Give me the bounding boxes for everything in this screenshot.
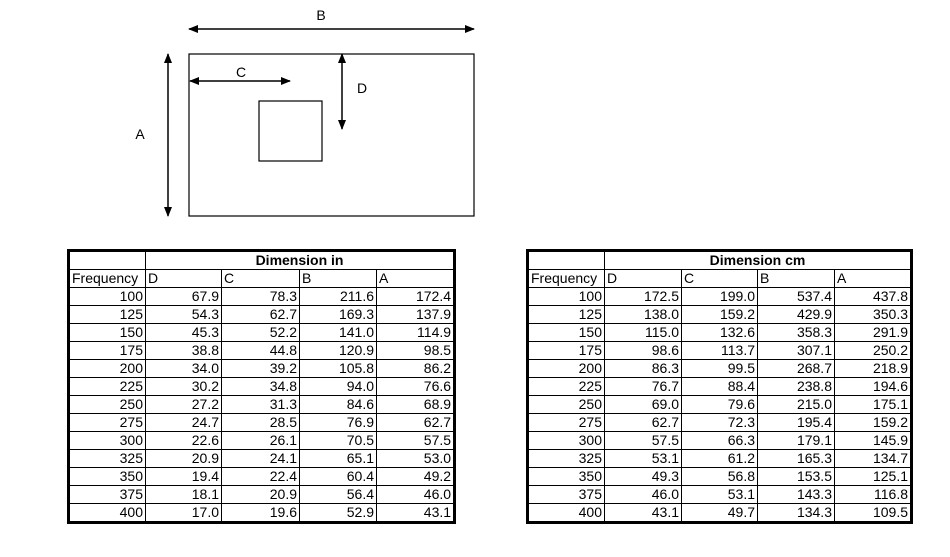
- table-row: [69, 360, 455, 378]
- value-cell: 39.2: [222, 360, 300, 378]
- value-cell: 437.8: [835, 288, 912, 306]
- column-header: C: [222, 270, 300, 288]
- value-cell: 159.2: [682, 306, 758, 324]
- value-cell: 31.3: [222, 396, 300, 414]
- frequency-cell: 100: [528, 288, 605, 306]
- value-cell: 268.7: [758, 360, 835, 378]
- value-cell: 429.9: [758, 306, 835, 324]
- outer-rectangle: [189, 54, 474, 216]
- value-cell: 20.9: [222, 486, 300, 504]
- value-cell: 27.2: [146, 396, 222, 414]
- value-cell: 26.1: [222, 432, 300, 450]
- value-cell: 67.9: [146, 288, 222, 306]
- column-header: B: [300, 270, 377, 288]
- value-cell: 54.3: [146, 306, 222, 324]
- value-cell: 153.5: [758, 468, 835, 486]
- value-cell: 62.7: [605, 414, 682, 432]
- value-cell: 53.1: [682, 486, 758, 504]
- dimension-in-table: [67, 249, 456, 524]
- value-cell: 34.8: [222, 378, 300, 396]
- table-row: [69, 432, 455, 450]
- value-cell: 211.6: [300, 288, 377, 306]
- value-cell: 238.8: [758, 378, 835, 396]
- table-row: [69, 378, 455, 396]
- column-header: D: [605, 270, 682, 288]
- value-cell: 195.4: [758, 414, 835, 432]
- table-row: [528, 342, 912, 360]
- value-cell: 138.0: [605, 306, 682, 324]
- value-cell: 194.6: [835, 378, 912, 396]
- table-row: [528, 378, 912, 396]
- value-cell: 109.5: [835, 504, 912, 523]
- value-cell: 250.2: [835, 342, 912, 360]
- value-cell: 46.0: [377, 486, 455, 504]
- value-cell: 141.0: [300, 324, 377, 342]
- table-row: [528, 450, 912, 468]
- value-cell: 24.7: [146, 414, 222, 432]
- value-cell: 120.9: [300, 342, 377, 360]
- frequency-cell: 200: [69, 360, 146, 378]
- dimension-d-label: D: [356, 80, 368, 96]
- frequency-cell: 225: [69, 378, 146, 396]
- value-cell: 114.9: [377, 324, 455, 342]
- value-cell: 116.8: [835, 486, 912, 504]
- value-cell: 145.9: [835, 432, 912, 450]
- frequency-cell: 250: [69, 396, 146, 414]
- column-header: Frequency: [69, 270, 146, 288]
- table-row: [528, 360, 912, 378]
- dimension-diagram: [0, 0, 950, 240]
- value-cell: 137.9: [377, 306, 455, 324]
- table-title-spacer: [69, 251, 146, 270]
- value-cell: 88.4: [682, 378, 758, 396]
- dimension-cm-table: [526, 249, 913, 524]
- frequency-cell: 275: [528, 414, 605, 432]
- value-cell: 62.7: [222, 306, 300, 324]
- value-cell: 134.3: [758, 504, 835, 523]
- frequency-cell: 375: [528, 486, 605, 504]
- frequency-cell: 350: [528, 468, 605, 486]
- column-header: C: [682, 270, 758, 288]
- value-cell: 56.8: [682, 468, 758, 486]
- value-cell: 70.5: [300, 432, 377, 450]
- dimension-b-label: B: [316, 7, 326, 23]
- table-row: [69, 450, 455, 468]
- frequency-cell: 150: [528, 324, 605, 342]
- value-cell: 134.7: [835, 450, 912, 468]
- frequency-cell: 100: [69, 288, 146, 306]
- value-cell: 69.0: [605, 396, 682, 414]
- table-row: [528, 288, 912, 306]
- table-row: [69, 342, 455, 360]
- value-cell: 66.3: [682, 432, 758, 450]
- value-cell: 52.2: [222, 324, 300, 342]
- column-header: D: [146, 270, 222, 288]
- value-cell: 46.0: [605, 486, 682, 504]
- table-row: [528, 486, 912, 504]
- value-cell: 49.7: [682, 504, 758, 523]
- column-header: Frequency: [528, 270, 605, 288]
- value-cell: 94.0: [300, 378, 377, 396]
- table-row: [69, 504, 455, 523]
- table-row: [69, 288, 455, 306]
- frequency-cell: 250: [528, 396, 605, 414]
- table-title: Dimension in: [146, 251, 455, 270]
- value-cell: 52.9: [300, 504, 377, 523]
- value-cell: 19.6: [222, 504, 300, 523]
- value-cell: 159.2: [835, 414, 912, 432]
- table-header-row: [528, 270, 912, 288]
- value-cell: 49.3: [605, 468, 682, 486]
- value-cell: 115.0: [605, 324, 682, 342]
- value-cell: 98.5: [377, 342, 455, 360]
- value-cell: 60.4: [300, 468, 377, 486]
- value-cell: 199.0: [682, 288, 758, 306]
- value-cell: 19.4: [146, 468, 222, 486]
- table-row: [528, 468, 912, 486]
- value-cell: 291.9: [835, 324, 912, 342]
- value-cell: 76.7: [605, 378, 682, 396]
- frequency-cell: 400: [69, 504, 146, 523]
- value-cell: 38.8: [146, 342, 222, 360]
- table-row: [528, 414, 912, 432]
- value-cell: 76.9: [300, 414, 377, 432]
- table-title: Dimension cm: [605, 251, 912, 270]
- value-cell: 350.3: [835, 306, 912, 324]
- value-cell: 68.9: [377, 396, 455, 414]
- frequency-cell: 275: [69, 414, 146, 432]
- value-cell: 78.3: [222, 288, 300, 306]
- frequency-cell: 225: [528, 378, 605, 396]
- value-cell: 105.8: [300, 360, 377, 378]
- frequency-cell: 150: [69, 324, 146, 342]
- value-cell: 43.1: [377, 504, 455, 523]
- value-cell: 307.1: [758, 342, 835, 360]
- value-cell: 57.5: [605, 432, 682, 450]
- dimension-a-label: A: [135, 126, 145, 142]
- frequency-cell: 300: [69, 432, 146, 450]
- value-cell: 65.1: [300, 450, 377, 468]
- column-header: A: [835, 270, 912, 288]
- dimension-c-label: C: [235, 64, 247, 80]
- inner-square: [259, 101, 322, 161]
- value-cell: 125.1: [835, 468, 912, 486]
- value-cell: 113.7: [682, 342, 758, 360]
- value-cell: 179.1: [758, 432, 835, 450]
- frequency-cell: 125: [69, 306, 146, 324]
- table-row: [528, 432, 912, 450]
- value-cell: 84.6: [300, 396, 377, 414]
- table-title-spacer: [528, 251, 605, 270]
- table-row: [528, 504, 912, 523]
- value-cell: 76.6: [377, 378, 455, 396]
- table-row: [69, 324, 455, 342]
- value-cell: 18.1: [146, 486, 222, 504]
- value-cell: 79.6: [682, 396, 758, 414]
- frequency-cell: 325: [528, 450, 605, 468]
- frequency-cell: 400: [528, 504, 605, 523]
- table-row: [528, 306, 912, 324]
- frequency-cell: 350: [69, 468, 146, 486]
- value-cell: 43.1: [605, 504, 682, 523]
- frequency-cell: 300: [528, 432, 605, 450]
- value-cell: 165.3: [758, 450, 835, 468]
- value-cell: 28.5: [222, 414, 300, 432]
- table-title-row: [69, 251, 455, 270]
- value-cell: 20.9: [146, 450, 222, 468]
- frequency-cell: 200: [528, 360, 605, 378]
- value-cell: 30.2: [146, 378, 222, 396]
- frequency-cell: 375: [69, 486, 146, 504]
- column-header: B: [758, 270, 835, 288]
- value-cell: 72.3: [682, 414, 758, 432]
- table-row: [69, 468, 455, 486]
- table-row: [528, 324, 912, 342]
- value-cell: 172.4: [377, 288, 455, 306]
- frequency-cell: 325: [69, 450, 146, 468]
- table-title-row: [528, 251, 912, 270]
- value-cell: 358.3: [758, 324, 835, 342]
- value-cell: 61.2: [682, 450, 758, 468]
- value-cell: 537.4: [758, 288, 835, 306]
- value-cell: 56.4: [300, 486, 377, 504]
- table-row: [69, 396, 455, 414]
- value-cell: 17.0: [146, 504, 222, 523]
- value-cell: 86.2: [377, 360, 455, 378]
- value-cell: 143.3: [758, 486, 835, 504]
- value-cell: 215.0: [758, 396, 835, 414]
- table-row: [69, 486, 455, 504]
- value-cell: 57.5: [377, 432, 455, 450]
- value-cell: 44.8: [222, 342, 300, 360]
- value-cell: 53.0: [377, 450, 455, 468]
- value-cell: 98.6: [605, 342, 682, 360]
- value-cell: 175.1: [835, 396, 912, 414]
- value-cell: 62.7: [377, 414, 455, 432]
- value-cell: 132.6: [682, 324, 758, 342]
- value-cell: 22.6: [146, 432, 222, 450]
- frequency-cell: 175: [528, 342, 605, 360]
- value-cell: 49.2: [377, 468, 455, 486]
- value-cell: 22.4: [222, 468, 300, 486]
- value-cell: 169.3: [300, 306, 377, 324]
- value-cell: 24.1: [222, 450, 300, 468]
- value-cell: 99.5: [682, 360, 758, 378]
- value-cell: 45.3: [146, 324, 222, 342]
- value-cell: 34.0: [146, 360, 222, 378]
- frequency-cell: 175: [69, 342, 146, 360]
- table-header-row: [69, 270, 455, 288]
- frequency-cell: 125: [528, 306, 605, 324]
- value-cell: 218.9: [835, 360, 912, 378]
- value-cell: 86.3: [605, 360, 682, 378]
- value-cell: 172.5: [605, 288, 682, 306]
- table-row: [528, 396, 912, 414]
- table-row: [69, 306, 455, 324]
- value-cell: 53.1: [605, 450, 682, 468]
- table-row: [69, 414, 455, 432]
- column-header: A: [377, 270, 455, 288]
